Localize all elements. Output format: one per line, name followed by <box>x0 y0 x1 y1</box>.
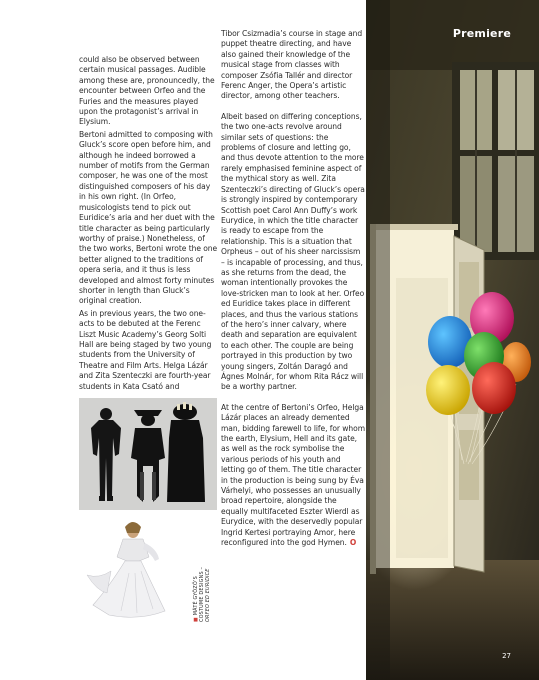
paragraph: Albeit based on differing conceptions, the two one-acts revolve around similar sets of questions: the problems of closure and letting go, and thus devote attention to the more rarely emphasised feminine aspect of the mythical story as well. Zita Szenteczki’s directing of Gluck’s opera is strongly inspired by contemporary Scottish poet Carol Ann Duffy’s work Eurydice, in which the title character is ready to escape from the relationship. This is a situation that Orpheus – out of his sheer narcissism – is incapable of processing, and thus, as she returns from the dead, the woman intentionally provokes the love-stricken man to look at her. Orfeo ed Euridice takes place in different places, and thus the various stations of the hero’s inner calvary, where death and separation are equivalent to each other. The couple are being portrayed in this production by two young singers, Zoltán Daragó and Ágnes Molnár, for whom Rita Rácz will be a worthy partner. <box>221 111 365 392</box>
article-column-right <box>221 29 365 549</box>
caption-line: COSTUME DESIGNS – <box>199 566 206 622</box>
door-balloons-photo <box>366 0 539 680</box>
caption-line: ORFEO ED EURIDICE <box>205 568 212 622</box>
caption-line: MÁTÉ GYÖZŐ’S <box>193 576 199 616</box>
page-number: 27 <box>502 652 511 660</box>
costume-design-figures-image <box>79 398 217 510</box>
end-mark: O <box>349 538 357 548</box>
section-label: Premiere <box>452 27 511 40</box>
paragraph-text: At the centre of Bertoni’s Orfeo, Helga Lázár places an already demented man, bidding farewell to life, for whom the earth, Elysium, Hell and its gate, as well as the rock symbolise the various periods of his youth and letting go of them. The title character in the production is being sung by Éva Várhelyi, who possesses an unusually broad repertoire, alongside the equally multifaceted Eszter Wierdl as Eurydice, with the deservedly popular Ingrid Kertesi portraying Amor, here reconfigured into the god Hymen. <box>221 402 365 548</box>
caption-bullet: ■ <box>193 615 199 622</box>
paragraph: could also be observed between certain musical passages. Audible among these are, pronouncedly, the encounter between Orfeo and the Furies and the measures played upon the protagonist’s arrival in Elysium. <box>79 55 215 127</box>
paragraph: Bertoni admitted to composing with Gluck’s score open before him, and although he indeed borrowed a number of motifs from the German composer, he was one of the most distinguished composers of his day in his own right. (In Orfeo, musicologists tend to pick out Euridice’s aria and her duet with the title character as being particularly worthy of praise.) Nonetheless, of the two works, Bertoni wrote the one better aligned to the traditions of opera seria, and it thus is less developed and almost forty minutes shorter in length than Gluck’s original creation. <box>79 129 218 306</box>
paragraph <box>221 403 365 549</box>
image-caption <box>193 530 217 622</box>
paragraph: As in previous years, the two one-acts to be debuted at the Ferenc Liszt Music Academy’s Georg Solti Hall are being staged by two young students from the University of Theatre and Film Arts. Helga Lázár and Zita Szenteczki are fourth-year students in Kata Csató and <box>79 308 212 391</box>
paragraph: Tibor Csizmadia’s course in stage and puppet theatre directing, and have also gained their knowledge of the musical stage from classes with composer Zsófia Tallér and director Ferenc Anger, the Opera’s artistic director, among other teachers. <box>221 29 363 101</box>
article-column-left <box>79 55 219 392</box>
window-frame <box>452 62 539 260</box>
